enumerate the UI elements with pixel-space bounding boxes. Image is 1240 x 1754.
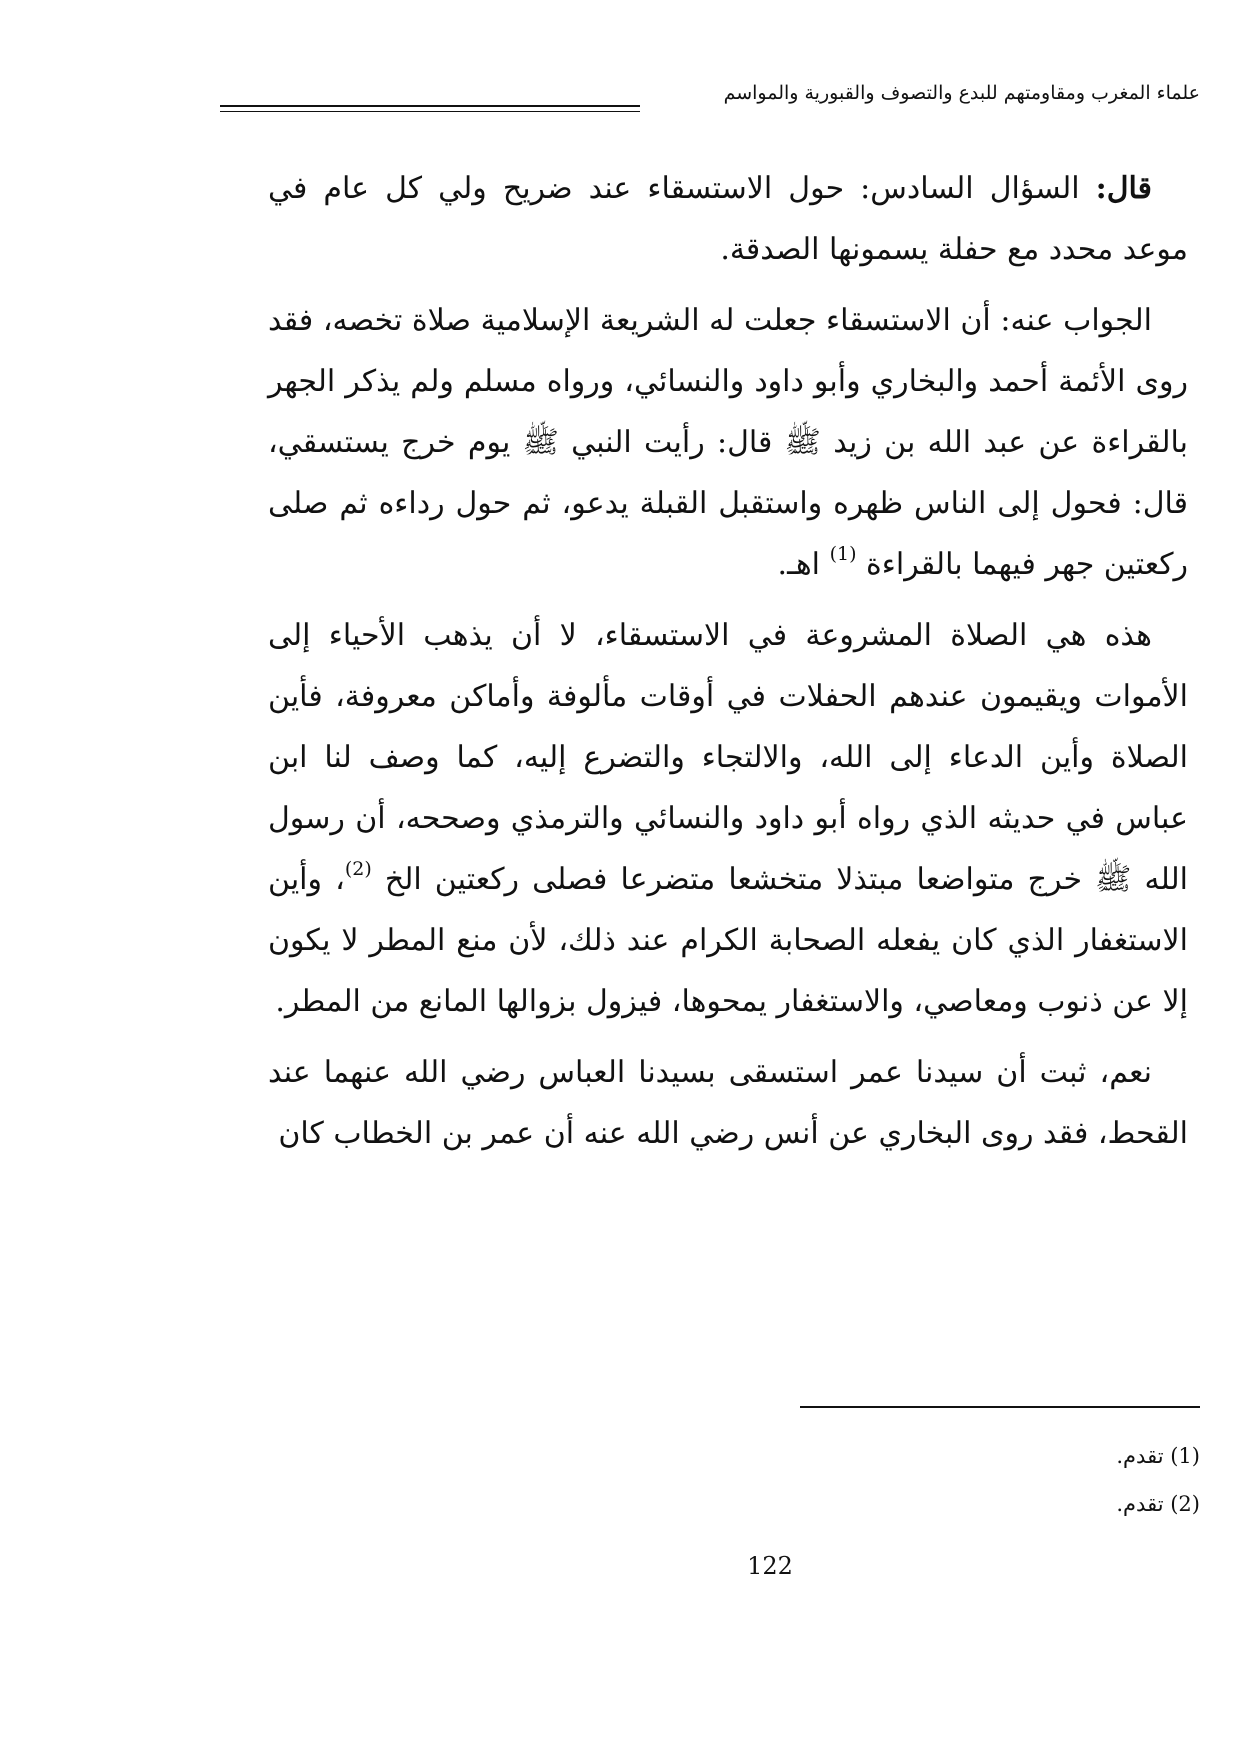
page-number: 122 (747, 1552, 793, 1580)
running-header-title: علماء المغرب ومقاومتهم للبدع والتصوف والقبورية والمواسم (723, 82, 1200, 104)
paragraph-tail: اهـ. (777, 547, 830, 582)
paragraph-question (268, 158, 1188, 280)
paragraph-text: السؤال السادس: حول الاستسقاء عند ضريح ولي كل عام في موعد محدد مع حفلة يسمونها الصدقة. (268, 171, 1188, 267)
footnote-item: (2) تقدم. (1116, 1492, 1200, 1516)
paragraph-text: الجواب عنه: أن الاستسقاء جعلت له الشريعة الإسلامية صلاة تخصه، فقد روى الأئمة أحمد والبخاري وأبو داود والنسائي، ورواه مسلم ولم يذكر الجهر بالقراءة عن عبد الله بن زيد ﷺ قال: رأيت النبي ﷺ يوم خرج يستسقي، قال: فحول إلى الناس ظهره واستقبل القبلة يدعو، ثم حول رداءه ثم صلى ركعتين جهر فيهما بالقراءة (268, 303, 1188, 582)
footnote-reference[interactable]: (2) (344, 858, 372, 880)
paragraph-continuation (268, 1042, 1188, 1164)
paragraph-answer (268, 290, 1188, 595)
body-text (268, 158, 1188, 1174)
footnotes (600, 1436, 1200, 1532)
paragraph-lead: قال: (1095, 171, 1152, 206)
footnote-item: (1) تقدم. (1116, 1444, 1200, 1468)
paragraph-commentary (268, 605, 1188, 1032)
footnote-reference[interactable]: (1) (829, 543, 857, 565)
paragraph-text: نعم، ثبت أن سيدنا عمر استسقى بسيدنا العباس رضي الله عنهما عند القحط، فقد روى البخاري عن أنس رضي الله عنه أن عمر بن الخطاب كان (268, 1055, 1188, 1151)
header-rule (220, 105, 640, 112)
footnote-separator (800, 1406, 1200, 1408)
running-header (220, 78, 1200, 118)
paragraph-text: هذه هي الصلاة المشروعة في الاستسقاء، لا أن يذهب الأحياء إلى الأموات ويقيمون عندهم الحفلات في أوقات مألوفة وأماكن معروفة، فأين الصلاة وأين الدعاء إلى الله، والالتجاء والتضرع إليه، كما وصف لنا ابن عباس في حديثه الذي رواه أبو داود والنسائي والترمذي وصححه، أن رسول الله ﷺ خرج متواضعا مبتذلا متخشعا متضرعا فصلى ركعتين الخ (268, 618, 1189, 897)
paragraph-tail: ، وأين الاستغفار الذي كان يفعله الصحابة الكرام عند ذلك، لأن منع المطر لا يكون إلا عن ذنوب ومعاصي، والاستغفار يمحوها، فيزول بزوالها المانع من المطر. (268, 862, 1188, 1019)
